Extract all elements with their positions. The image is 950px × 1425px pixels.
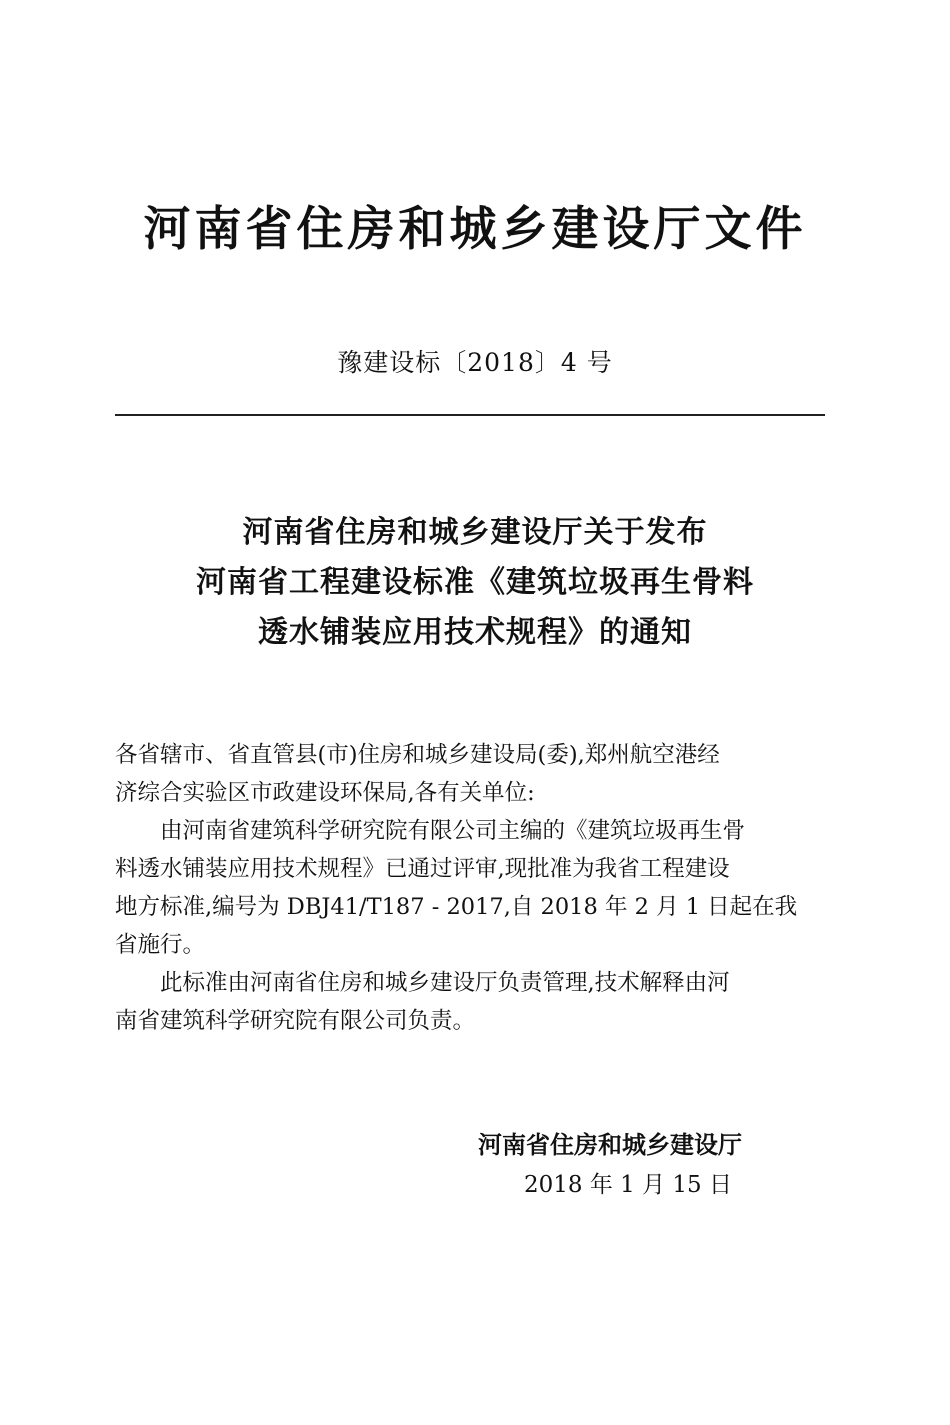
title-line: 透水铺装应用技术规程》的通知 bbox=[258, 615, 692, 650]
notice-body bbox=[115, 736, 827, 1040]
issuing-authority: 河南省住房和城乡建设厅 bbox=[478, 1131, 742, 1159]
document-number: 豫建设标〔2018〕4 号 bbox=[337, 348, 613, 377]
body-line: 济综合实验区市政建设环保局,各有关单位: bbox=[115, 780, 535, 806]
title-line: 河南省住房和城乡建设厅关于发布 bbox=[242, 515, 708, 550]
body-line: 省施行。 bbox=[115, 932, 206, 958]
header-divider bbox=[115, 414, 825, 416]
notice-title bbox=[0, 508, 950, 658]
body-line: 南省建筑科学研究院有限公司负责。 bbox=[115, 1008, 476, 1034]
body-line: 各省辖市、省直管县(市)住房和城乡建设局(委),郑州航空港经 bbox=[115, 742, 720, 768]
issue-date: 2018 年 1 月 15 日 bbox=[524, 1172, 732, 1198]
title-line: 河南省工程建设标准《建筑垃圾再生骨料 bbox=[196, 565, 754, 600]
body-line: 料透水铺装应用技术规程》已通过评审,现批准为我省工程建设 bbox=[115, 856, 730, 882]
body-line: 由河南省建筑科学研究院有限公司主编的《建筑垃圾再生骨 bbox=[160, 818, 746, 844]
body-line: 此标准由河南省住房和城乡建设厅负责管理,技术解释由河 bbox=[160, 970, 730, 996]
body-line: 地方标准,编号为 DBJ41/T187 - 2017,自 2018 年 2 月 1 日起在我 bbox=[115, 894, 798, 920]
document-header: 河南省住房和城乡建设厅文件 bbox=[143, 202, 807, 257]
